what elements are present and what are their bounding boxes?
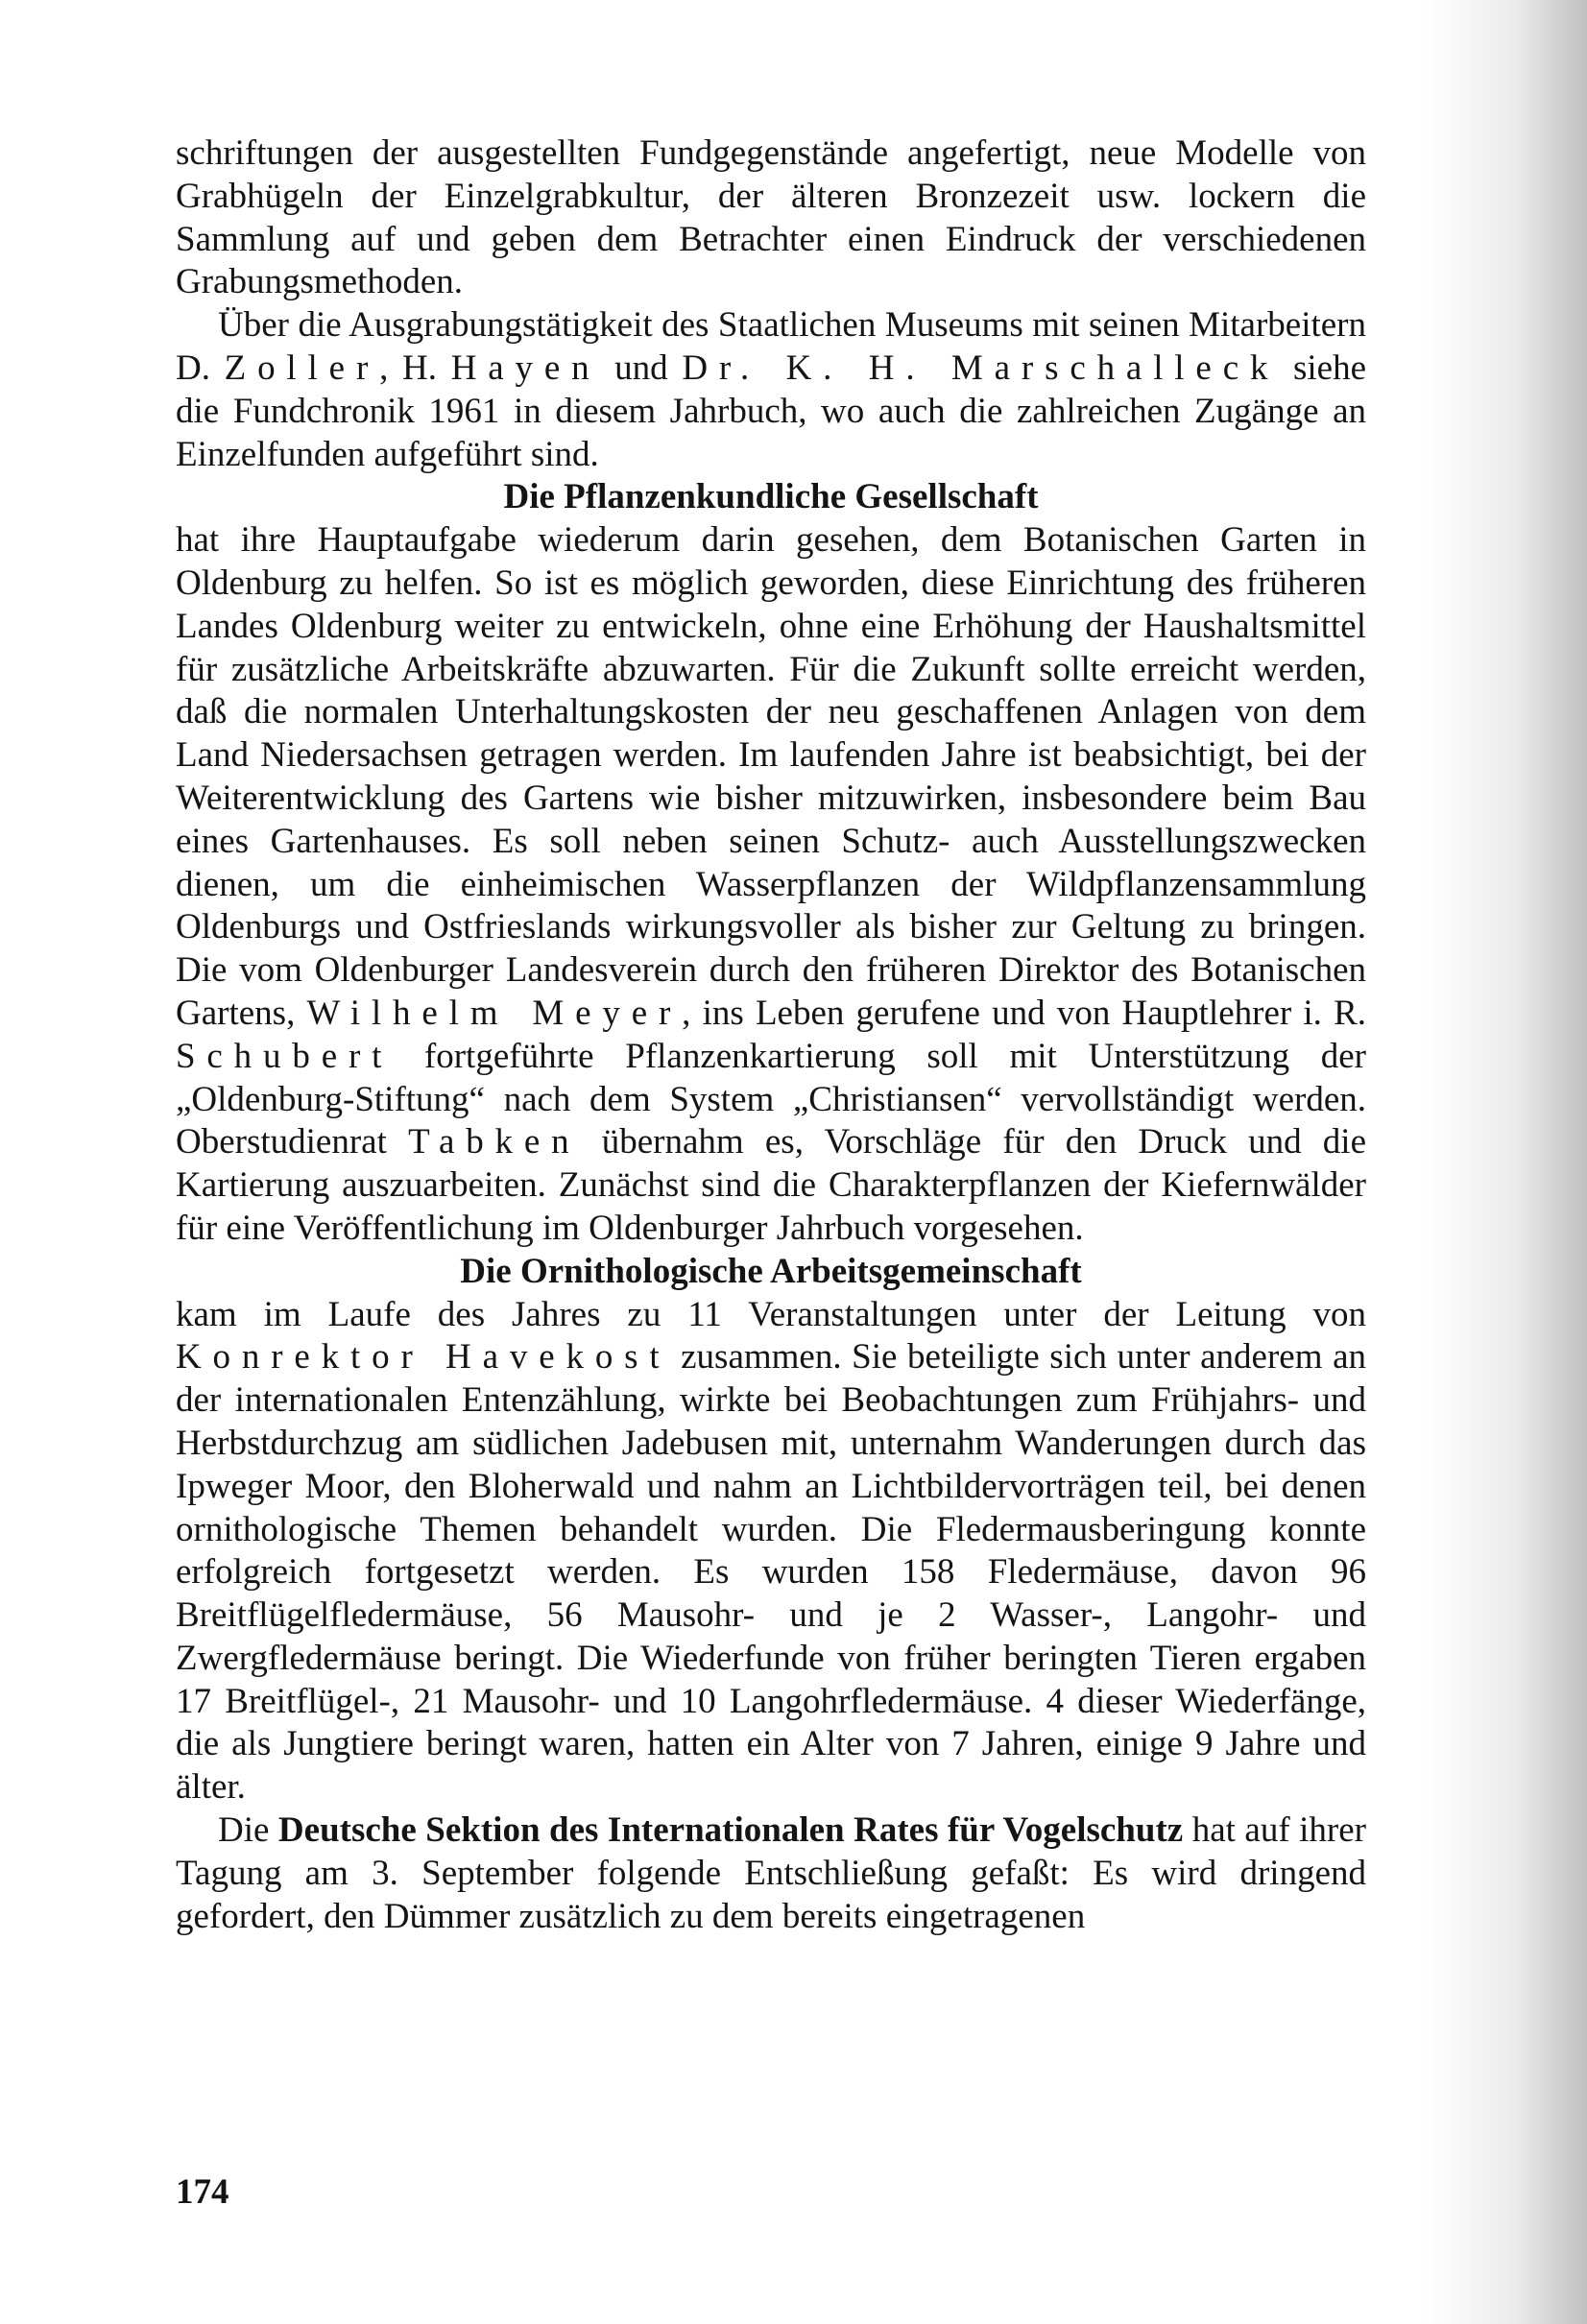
paragraph-text: kam im Laufe des Jahres zu 11 Veranstaltungen unter der Leitung von	[176, 1294, 1366, 1334]
person-name: Konrektor Havekost	[176, 1337, 671, 1378]
paragraph-text: Die	[218, 1810, 278, 1851]
paragraph-text: hat auf ihrer Tagung am 3. September folgende Entschließung gefaßt: Es wird dringend gefordert, den Dümmer zusätzlich zu dem bereits eingetragenen	[176, 1810, 1366, 1936]
person-name: Wilhelm Meyer	[306, 993, 683, 1033]
paragraph-text: und	[600, 347, 683, 388]
paragraph-botanical-garden	[176, 519, 1366, 1251]
paragraph-excavation-activity	[176, 304, 1366, 476]
section-heading-ornithology: Die Ornithologische Arbeitsgemeinschaft	[460, 1251, 1082, 1291]
paragraph-ornithology-activities	[176, 1294, 1366, 1810]
person-name: Schubert	[176, 1036, 394, 1076]
page-number: 174	[176, 2172, 229, 2212]
paragraph-text: übernahm es, Vorschläge für den Druck und die Kartierung auszuarbeiten. Zunächst sind die Charakterpflanzen der Kiefernwälder für eine Veröffentlichung im Oldenburger Jahrbuch vorgesehen.	[176, 1122, 1366, 1248]
paragraph-text: , H.	[379, 347, 451, 388]
paragraph-text: siehe die Fundchronik 1961 in diesem Jahrbuch, wo auch die zahlreichen Zugänge an Einzelfunden aufgeführt sind.	[176, 347, 1366, 474]
page-edge-shadow	[1424, 0, 1587, 2324]
person-name: Dr. K. H. Marschalleck	[682, 347, 1280, 388]
paragraph-bird-protection	[176, 1809, 1366, 1938]
paragraph-text: , ins Leben gerufene und von Hauptlehrer i. R.	[682, 993, 1367, 1033]
paragraph-text: Über die Ausgrabungstätigkeit des Staatlichen Museums mit seinen Mitarbeitern D.	[176, 305, 1366, 388]
body-text	[176, 132, 1366, 1938]
paragraph-text: hat ihre Hauptaufgabe wiederum darin gesehen, dem Botanischen Garten in Oldenburg zu helfen. So ist es möglich geworden, diese Einrichtung des früheren Landes Oldenburg weiter zu entwickeln, ohne eine Erhöhung der Haushaltsmittel für zusätzliche Arbeitskräfte abzuwarten. Für die Zukunft sollte erreicht werden, daß die normalen Unterhaltungskosten der neu geschaffenen Anlagen von dem Land Niedersachsen getragen werden. Im laufenden Jahre ist beabsichtigt, bei der Weiterentwicklung des Gartens wie bisher mitzuwirken, insbesondere beim Bau eines Gartenhauses. Es soll neben seinen Schutz- auch Ausstellungszwecken dienen, um die einheimischen Wasserpflanzen der Wildpflanzensammlung Oldenburgs und Ostfrieslands wirkungsvoller als bisher zur Geltung zu bringen. Die vom Oldenburger Landesverein durch den früheren Direktor des Botanischen Gartens,	[176, 520, 1366, 1033]
paragraph-text: schriftungen der ausgestellten Fundgegenstände angefertigt, neue Modelle von Grabhügeln der Einzelgrabkultur, der älteren Bronzezeit usw. lockern die Sammlung auf und geben dem Betrachter einen Eindruck der verschiedenen Grabungsmethoden.	[176, 133, 1366, 302]
person-name: Hayen	[450, 347, 601, 388]
paragraph-text: fortgeführte Pflanzenkartierung soll mit Unterstützung der „Oldenburg-Stiftung“ nach dem System „Christiansen“ vervollständigt werden. Oberstudienrat	[176, 1036, 1366, 1162]
person-name: Tabken	[408, 1122, 581, 1162]
paragraph-text: zusammen. Sie beteiligte sich unter anderem an der internationalen Entenzählung, wirkte bei Beobachtungen zum Frühjahrs- und Herbstdurchzug am südlichen Jadebusen mit, unternahm Wanderungen durch das Ipweger Moor, den Bloherwald und nahm an Lichtbildervorträgen teil, bei denen ornithologische Themen behandelt wurden. Die Fledermausberingung konnte erfolgreich fortgesetzt werden. Es wurden 158 Fledermäuse, davon 96 Breitflügelfledermäuse, 56 Mausohr- und je 2 Wasser-, Langohr- und Zwergfledermäuse beringt. Die Wiederfunde von früher beringten Tieren ergaben 17 Breitflügel-, 21 Mausohr- und 10 Langohrfledermäuse. 4 dieser Wiederfänge, die als Jungtiere beringt waren, hatten ein Alter von 7 Jahren, einige 9 Jahre und älter.	[176, 1337, 1366, 1808]
person-name: Zoller	[224, 347, 380, 388]
section-heading-botanical-society: Die Pflanzenkundliche Gesellschaft	[503, 477, 1039, 517]
paragraph-exhibit-modernisation	[176, 132, 1366, 304]
organization-name: Deutsche Sektion des Internationalen Rates für Vogelschutz	[277, 1810, 1184, 1851]
